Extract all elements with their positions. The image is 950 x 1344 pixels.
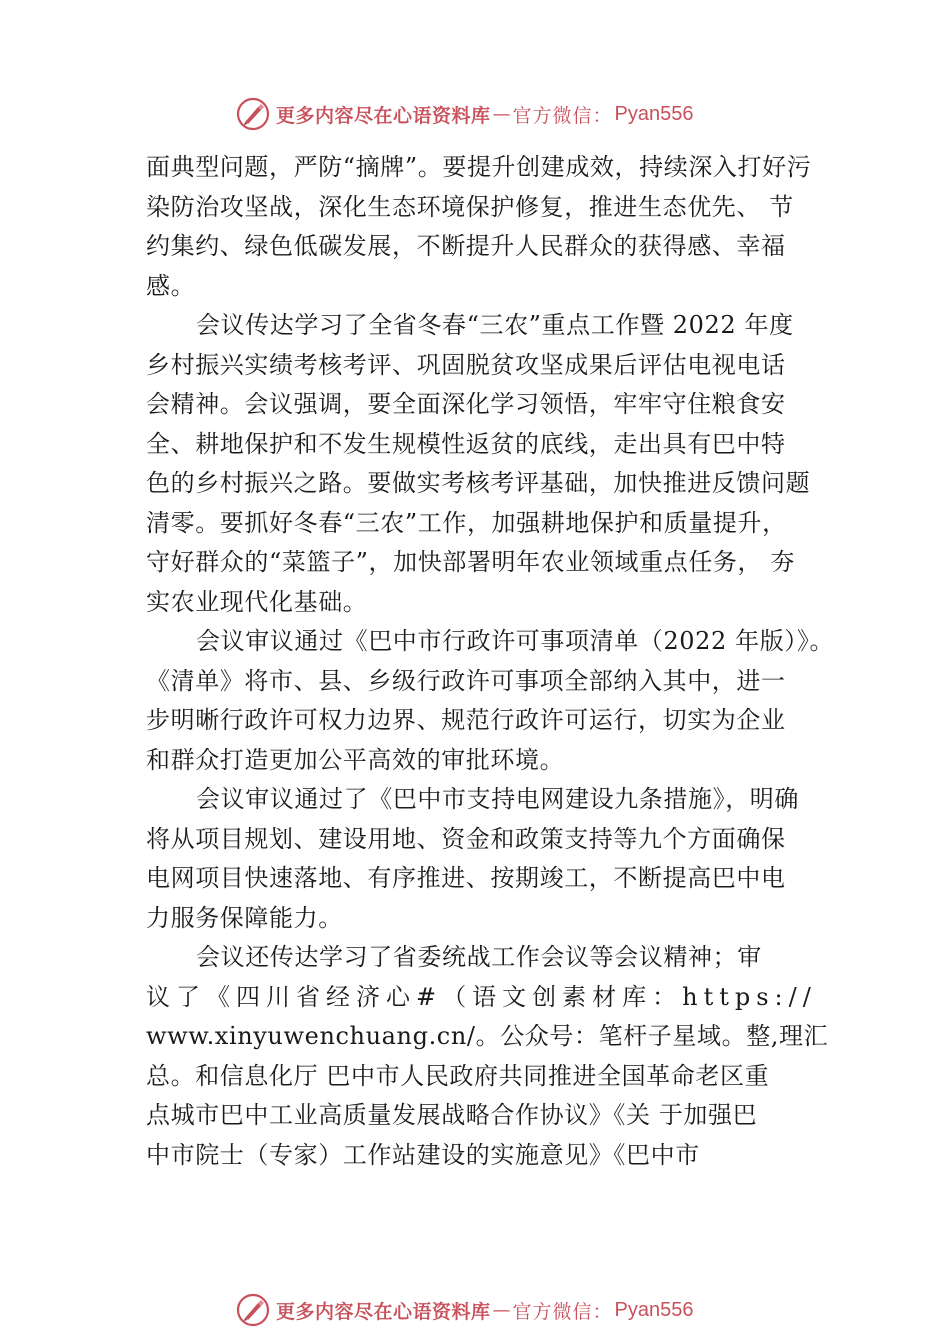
body-line: 感。 xyxy=(146,271,196,300)
body-line: 将从项目规划、建设用地、资金和政策支持等九个方面确保 xyxy=(146,824,786,853)
header-dash: — xyxy=(492,103,511,125)
footer-wechat-id: Pyan556 xyxy=(614,1298,694,1321)
body-line: 清零。要抓好冬春“三农”工作，加强耕地保护和质量提升， xyxy=(146,508,787,537)
body-line: 和群众打造更加公平高效的审批环境。 xyxy=(146,745,565,774)
body-line: 染防治攻坚战，深化生态环境保护修复，推进生态优先、 节 xyxy=(146,192,794,221)
footer-official-label: 官方微信： xyxy=(512,1300,613,1323)
pen-logo-icon xyxy=(236,97,270,131)
body-line: 《清单》将市、县、乡级行政许可事项全部纳入其中，进一 xyxy=(146,666,786,695)
body-line: 步明晰行政许可权力边界、规范行政许可运行，切实为企业 xyxy=(146,706,786,734)
footer-dash: — xyxy=(492,1299,511,1321)
header-watermark-banner xyxy=(236,96,756,132)
body-line: 中市院士（专家）工作站建设的实施意见》《巴中市 xyxy=(146,1140,700,1169)
body-line: 力服务保障能力。 xyxy=(146,903,343,932)
body-line: 乡村振兴实绩考核考评、巩固脱贫攻坚成果后评估电视电话 xyxy=(146,350,786,379)
footer-brand-text: 更多内容尽在心语资料库 xyxy=(276,1300,491,1323)
body-line: 实农业现代化基础。 xyxy=(146,587,368,616)
paragraph-start-line: 会议传达学习了全省冬春“三农”重点工作暨 2022 年度 xyxy=(196,311,794,339)
body-line: 会精神。会议强调，要全面深化学习领悟，牢牢守住粮食安 xyxy=(146,390,786,418)
body-line: 色的乡村振兴之路。要做实考核考评基础，加快推进反馈问题 xyxy=(146,469,811,497)
body-line: 全、耕地保护和不发生规模性返贫的底线，走出具有巴中特 xyxy=(146,429,786,458)
body-line: 点城市巴中工业高质量发展战略合作协议》《关 于加强巴 xyxy=(146,1101,758,1129)
paragraph-start-line: 会议审议通过《巴中市行政许可事项清单（2022 年版）》。 xyxy=(196,627,835,655)
header-brand-text: 更多内容尽在心语资料库 xyxy=(276,104,491,127)
body-line: 议了《四川省经济心#（语文创素材库：https:// xyxy=(146,982,817,1011)
body-line: 守好群众的“菜篮子”，加快部署明年农业领域重点任务， 夯 xyxy=(146,548,795,576)
body-line: 电网项目快速落地、有序推进、按期竣工，不断提高巴中电 xyxy=(146,864,786,892)
footer-watermark-banner xyxy=(236,1292,756,1328)
body-line: 面典型问题，严防“摘牌”。要提升创建成效，持续深入打好污 xyxy=(146,153,812,181)
header-wechat-id: Pyan556 xyxy=(614,102,694,125)
pen-logo-icon xyxy=(236,1293,270,1327)
body-line: 约集约、绿色低碳发展，不断提升人民群众的获得感、幸福 xyxy=(146,232,786,260)
body-line: 总。和信息化厅 巴中市人民政府共同推进全国革命老区重 xyxy=(146,1061,770,1090)
document-body xyxy=(146,148,836,1175)
paragraph-start-line: 会议还传达学习了省委统战工作会议等会议精神；审 xyxy=(196,943,762,971)
header-official-label: 官方微信： xyxy=(512,104,613,127)
body-line: www.xinyuwenchuang.cn/。公众号：笔杆子星域。整,理汇 xyxy=(146,1022,829,1050)
paragraph-start-line: 会议审议通过了《巴中市支持电网建设九条措施》，明确 xyxy=(196,785,799,813)
